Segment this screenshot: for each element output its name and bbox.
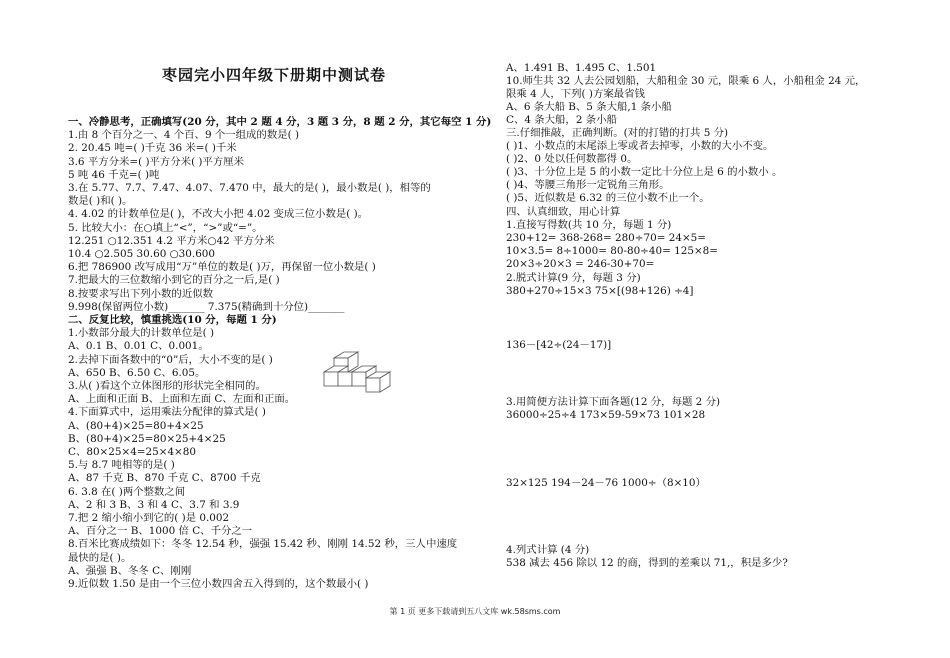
question-line: A、1.491 B、1.495 C、1.501 — [506, 62, 657, 74]
question-line: 10.4 ○2.505 30.60 ○30.600 — [68, 248, 216, 260]
question-line: 10.师生共 32 人去公园划船，大船租金 30 元，限乘 6 人，小船租金 24 元， — [506, 75, 866, 87]
question-line: 230+12= 368-268= 280÷70= 24×5= — [506, 232, 706, 244]
question-line: 1.直接写得数(共 10 分，每题 1 分) — [506, 219, 672, 231]
question-line: 538 减去 456 除以 12 的商，得到的差乘以 71,，积是多少? — [506, 557, 788, 569]
question-line: A、6 条大船 B、5 条大船,1 条小船 — [506, 101, 672, 113]
question-line: 8.百米比赛成绩如下：冬冬 12.54 秒，强强 15.42 秒、刚刚 14.52 秒，三人中速度 — [68, 538, 458, 551]
question-line: A、强强 B、冬冬 C、刚刚 — [68, 564, 192, 577]
question-line: A、87 千克 B、870 千克 C、8700 千克 — [68, 472, 261, 485]
question-line: 6.把 786900 改写成用“万”单位的数是( )万，再保留一位小数是( ) — [68, 261, 376, 274]
question-line: 四、认真细致，用心计算 — [506, 206, 621, 218]
question-line: ( )2、0 处以任何数都得 0。 — [506, 153, 638, 165]
question-line: 136－[42÷(24－17)] — [506, 339, 612, 351]
question-line: 1.小数部分最大的计数单位是( ) — [68, 327, 215, 340]
question-line: 2. 20.45 吨=( )千克 36 米=( )千米 — [68, 142, 237, 155]
section-heading: 一、冷静思考，正确填写(20 分，其中 2 题 4 分，3 题 3 分，8 题 2 分，其它每空 1 分) — [68, 116, 492, 128]
question-line: 9.近似数 1.50 是由一个三位小数四舍五入得到的，这个数最小( ) — [68, 578, 369, 590]
question-line: 三.仔细推敲，正确判断。(对的打错的打共 5 分) — [506, 127, 729, 139]
question-line: 380+270÷15×3 75×[(98+126) ÷4] — [506, 285, 694, 297]
question-line: 限乘 4 人，下列( )方案最省钱 — [506, 88, 645, 100]
question-line: 5. 比较大小：在○填上“<”，“>”或“=”。 — [68, 221, 263, 234]
cube-stack-figure — [320, 350, 394, 396]
question-line: 2.去掉下面各数中的“0”后，大小不变的是( ) — [68, 353, 273, 366]
question-line: A、0.1 B、0.01 C、0.001。 — [68, 340, 209, 353]
question-line: ( )5、近似数是 6.32 的三位小数不止一个。 — [506, 192, 710, 204]
question-line: 10×3.5= 8÷1000= 80-80÷40= 125×8= — [506, 245, 718, 257]
question-line: 12.251 ○12.351 4.2 平方米○42 平方分米 — [68, 234, 275, 247]
question-line: C、80×25×4=25×4×80 — [68, 446, 196, 458]
question-line: 5.与 8.7 吨相等的是( ) — [68, 459, 175, 472]
question-line: 3.在 5.77、7.7、7.47、4.07、7.470 中，最大的是( )，最小数是( )，相等的 — [68, 182, 431, 194]
question-line: 数是( )和( )。 — [68, 195, 133, 208]
question-line: 最快的是( )。 — [68, 551, 132, 564]
question-line: 4.列式计算 (4 分) — [506, 544, 590, 556]
question-line: 5 吨 46 千克=( )吨 — [68, 168, 160, 181]
section-heading: 二、反复比较，慎重挑选(10 分，每题 1 分) — [68, 314, 277, 326]
question-line: 8.按要求写出下列小数的近似数 — [68, 287, 213, 300]
page-footer: 第 1 页 更多下载请到五八文库 wk.58sms.com — [389, 607, 561, 616]
question-line: 1.由 8 个百分之一、4 个百、9 个一组成的数是( ) — [68, 129, 300, 142]
question-line: 36000÷25÷4 173×59-59×73 101×28 — [506, 409, 706, 421]
question-line: B、(80+4)×25=80×25+4×25 — [68, 432, 226, 445]
question-line: A、2 和 3 B、3 和 4 C、3.7 和 3.9 — [68, 498, 240, 511]
question-line: 3.6 平方分米=( )平方分米( )平方厘米 — [68, 155, 245, 168]
question-line: ( )1、小数点的末尾添上零或者去掉零，小数的大小不变。 — [506, 140, 774, 152]
question-line: 2.脱式计算(9 分，每题 3 分) — [506, 272, 641, 284]
question-line: 7.把最大的三位数缩小到它的百分之一后,是( ) — [68, 274, 280, 287]
question-line: 9.998(保留两位小数)_______ 7.375(精确到十分位)_______ — [68, 300, 345, 313]
question-line: 4.下面算式中，运用乘法分配律的算式是( ) — [68, 406, 266, 419]
question-line: 3.从( )看这个立体图形的形状完全相同的。 — [68, 380, 266, 392]
question-line: A、650 B、6.50 C、6.05。 — [68, 366, 206, 379]
question-line: 3.用简便方法计算下面各题(12 分，每题 2 分) — [506, 396, 721, 408]
question-line: A、(80+4)×25=80+4×25 — [68, 419, 204, 432]
question-line: ( )4、等腰三角形一定锐角三角形。 — [506, 179, 670, 191]
question-line: ( )3、十分位上是 5 的小数一定比十分位上是 6 的小数小 。 — [506, 166, 783, 178]
question-line: A、上面和正面 B、上面和左面 C、左面和正面。 — [68, 393, 296, 406]
page-title: 枣园完小四年级下册期中测试卷 — [162, 66, 387, 84]
question-line: C、4 条大船，2 条小船 — [506, 114, 617, 126]
question-line: 6. 3.8 在( )两个整数之间 — [68, 485, 186, 498]
question-line: 32×125 194－24－76 1000÷（8×10） — [506, 477, 706, 489]
question-line: A、百分之一 B、1000 倍 C、千分之一 — [68, 525, 253, 538]
question-line: 4. 4.02 的计数单位是( )，不改大小把 4.02 变成三位小数是( )。 — [68, 208, 369, 221]
question-line: 7.把 2 缩小缩小到它的( )是 0.002 — [68, 512, 230, 524]
question-line: 20×3÷20×3 = 246-30+70= — [506, 258, 655, 270]
